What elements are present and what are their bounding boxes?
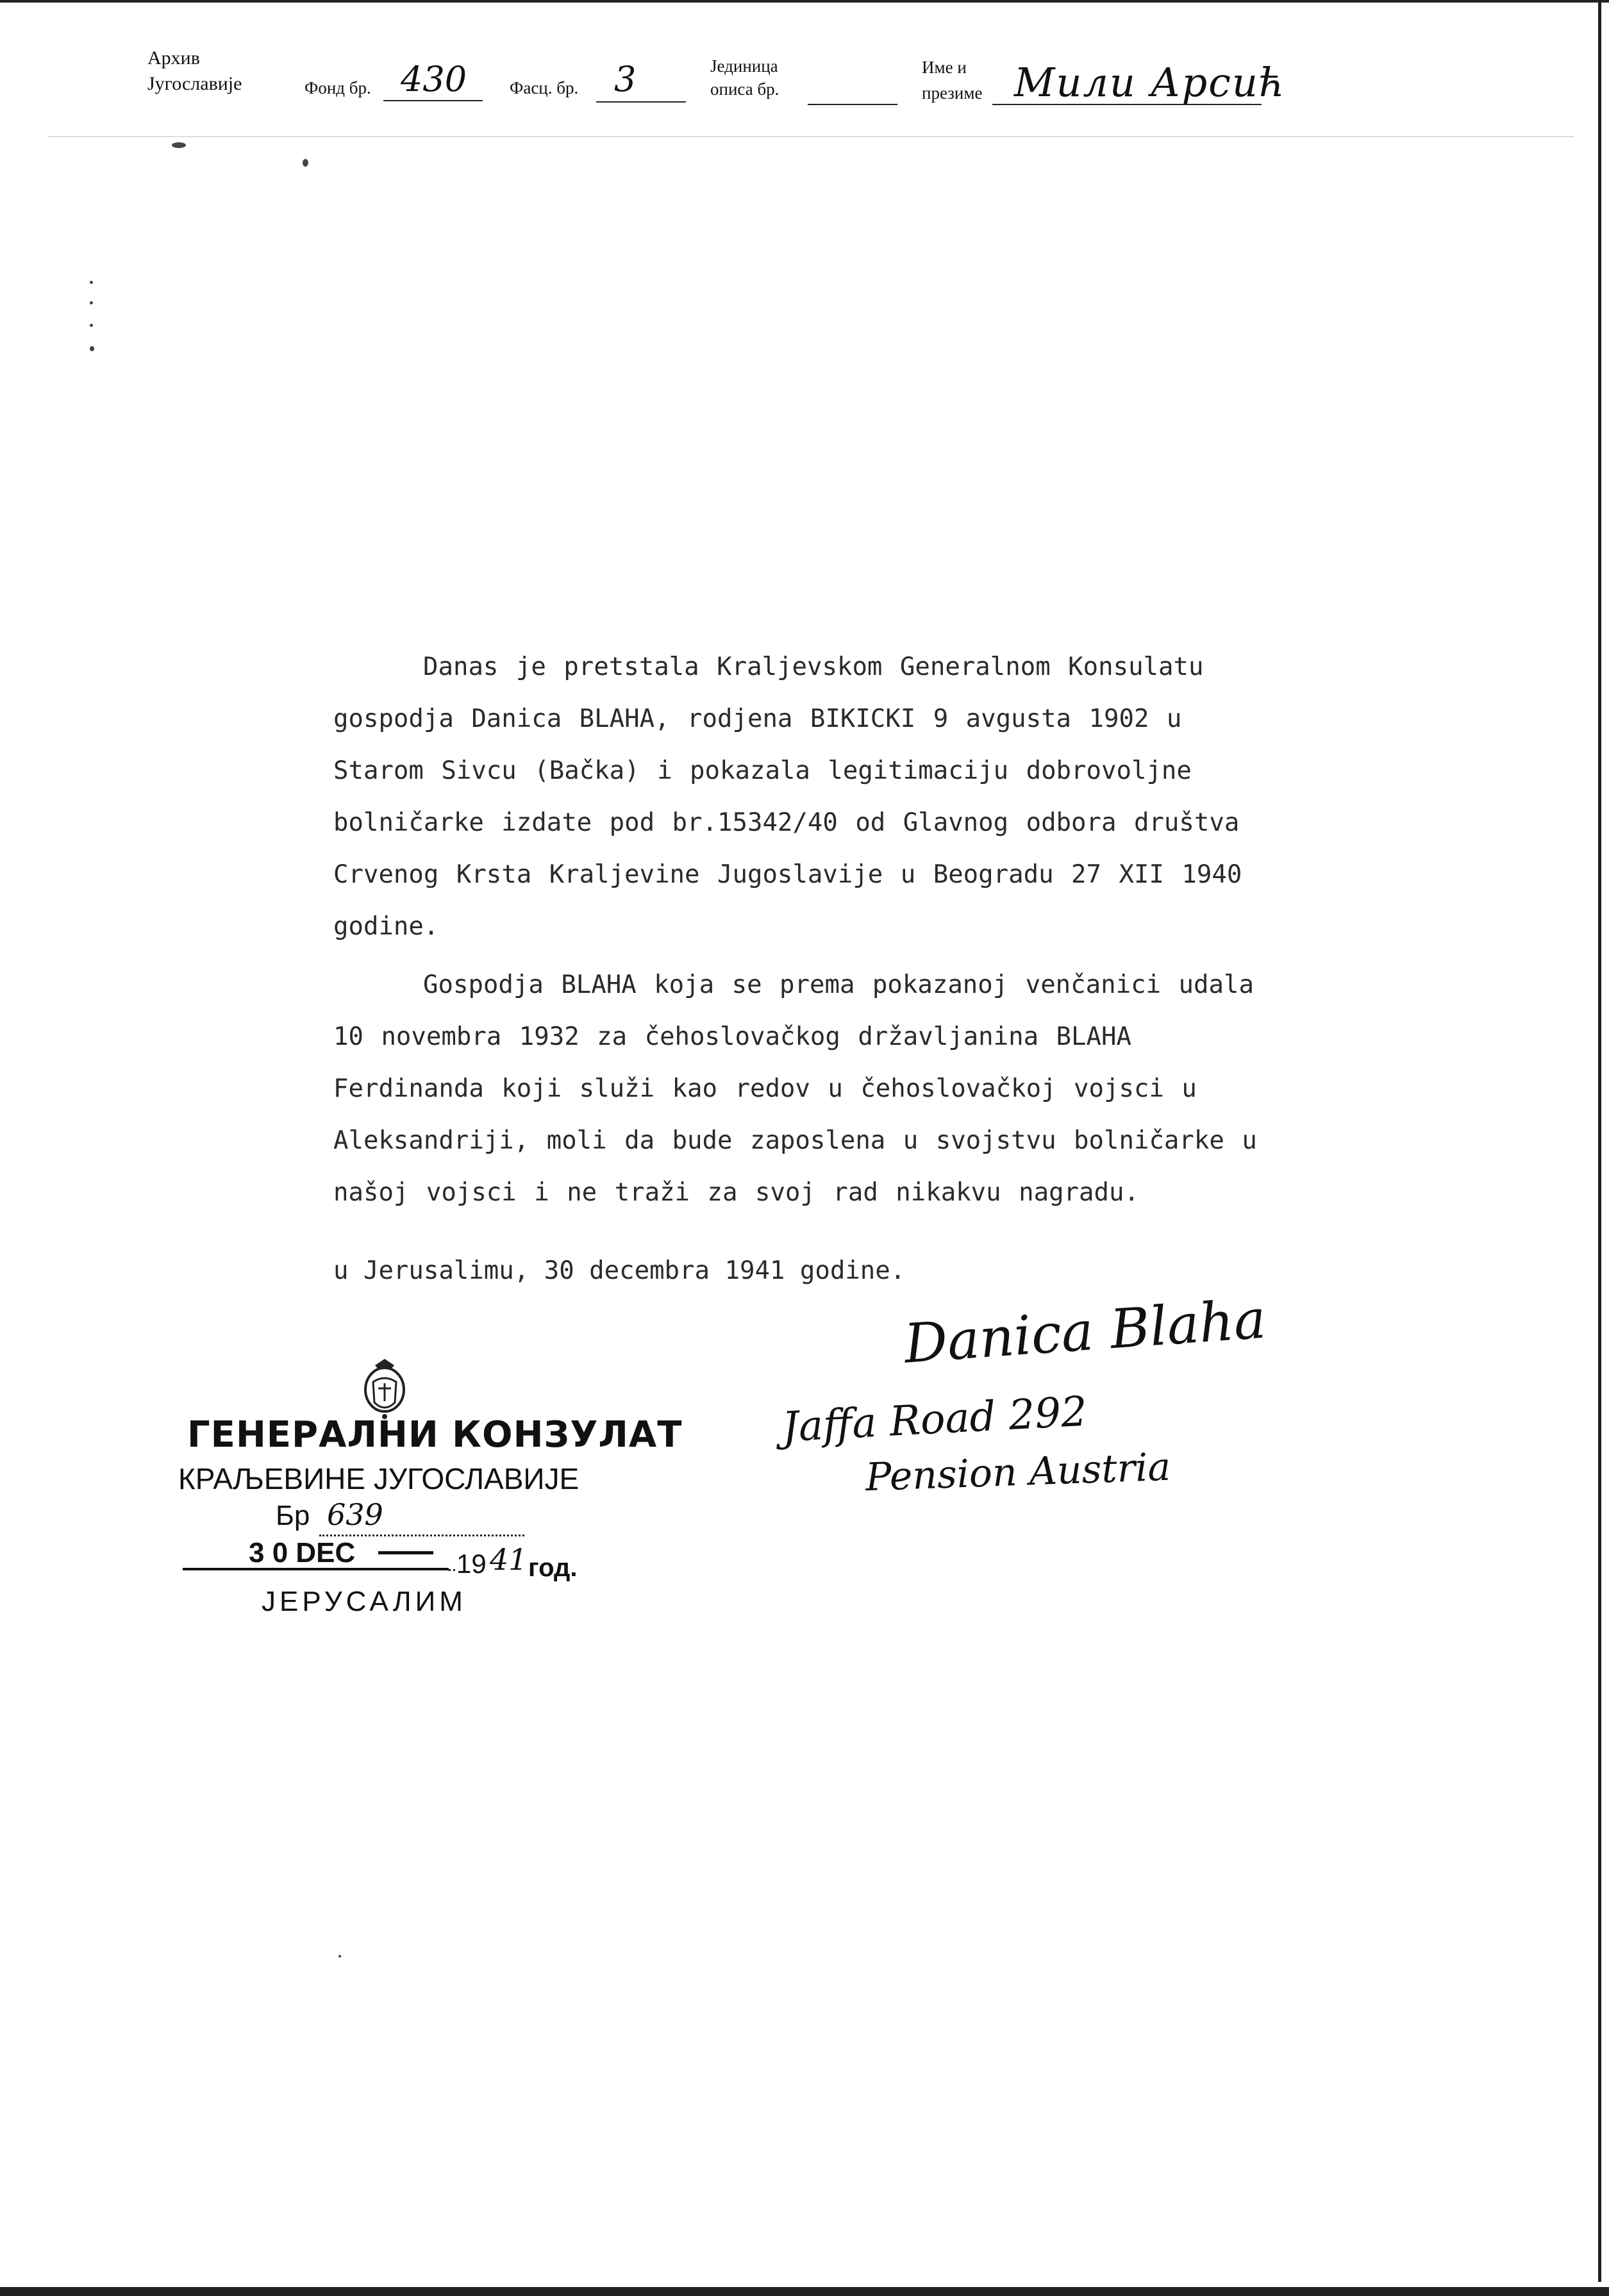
- stamp-date-bar: [378, 1551, 433, 1554]
- scan-speck: [90, 346, 94, 351]
- scan-speck: [90, 301, 93, 304]
- scan-speck: [90, 324, 93, 327]
- scan-border-bottom: [0, 2287, 1609, 2296]
- stamp-date-day: 3 0 DEC: [249, 1537, 356, 1568]
- paragraph-1: Danas je pretstala Kraljevskom Generalnom Konsulatu gospodja Danica BLAHA, rodjena BIKICKI 9 avgusta 1902 u Starom Sivcu (Bačka) i pokazala legitimaciju dobrovoljne bolničarke izdate pod br.15342/40 od Glavnog odbora društva Crvenog Krsta Kraljevine Jugoslavije u Beogradu 27 XII 1940 godine.: [333, 653, 1242, 941]
- scan-speck: [90, 281, 93, 284]
- fasc-value: 3: [614, 59, 637, 99]
- paragraph-2: Gospodja BLAHA koja se prema pokazanoj venčanici udala 10 novembra 1932 za čehoslovačkog državljanina BLAHA Ferdinanda koji služi kao redov u čehoslovačkoj vojsci u Aleksandriji, moli da bude zaposlena u svojstvu bolničarke u našoj vojsci i ne traži za svoj rad nikakvu nagradu.: [333, 970, 1257, 1207]
- scan-speck: [338, 1955, 341, 1958]
- name-value: Мили Арсић: [1014, 59, 1286, 106]
- crest-icon: [359, 1358, 410, 1422]
- address-line-1: Jaffa Road 292: [781, 1388, 1088, 1452]
- signature: Danica Blaha: [902, 1287, 1268, 1376]
- name-label-line1: Име и: [922, 58, 967, 77]
- fond-value: 430: [401, 59, 467, 99]
- fond-label: Фонд бр.: [304, 78, 371, 97]
- unit-label-line2: описа бр.: [710, 79, 779, 99]
- stamp-year-prefix: 19: [456, 1549, 487, 1579]
- scan-line: [48, 136, 1574, 137]
- stamp-line-1: ГЕНЕРАЛНИ КОНЗУЛАТ: [187, 1414, 683, 1456]
- scan-border-top: [0, 0, 1609, 3]
- stamp-year-suffix: год.: [528, 1554, 578, 1582]
- scan-speck: [172, 142, 186, 148]
- fond-underline: [383, 100, 483, 101]
- stamp-city: ЈЕРУСАЛИМ: [262, 1586, 467, 1617]
- stamp-number-dotted-line: [319, 1535, 524, 1536]
- scan-border-right: [1598, 0, 1601, 2282]
- place-date-line: u Jerusalimu, 30 decembra 1941 godine.: [333, 1256, 906, 1285]
- name-label-line2: презиме: [922, 83, 983, 103]
- archive-label-line1: Архив: [147, 47, 200, 69]
- stamp-rule: [183, 1568, 449, 1570]
- stamp-year-value: 41: [490, 1542, 528, 1577]
- fasc-label: Фасц. бр.: [510, 78, 579, 97]
- stamp-number-label: Бр: [276, 1500, 310, 1531]
- fasc-underline: [596, 101, 686, 103]
- document-body: [333, 641, 1282, 1225]
- name-underline: [992, 104, 1262, 105]
- unit-label-line1: Јединица: [710, 56, 778, 76]
- archive-label-line2: Југославије: [147, 73, 242, 94]
- address-line-2: Pension Austria: [864, 1444, 1172, 1501]
- unit-underline: [808, 104, 897, 105]
- stamp-line-2: КРАЉЕВИНЕ ЈУГОСЛАВИЈЕ: [178, 1462, 579, 1495]
- stamp-year-dotted-line: [449, 1569, 455, 1571]
- scan-speck: [303, 159, 308, 167]
- stamp-number-value: 639: [327, 1497, 383, 1532]
